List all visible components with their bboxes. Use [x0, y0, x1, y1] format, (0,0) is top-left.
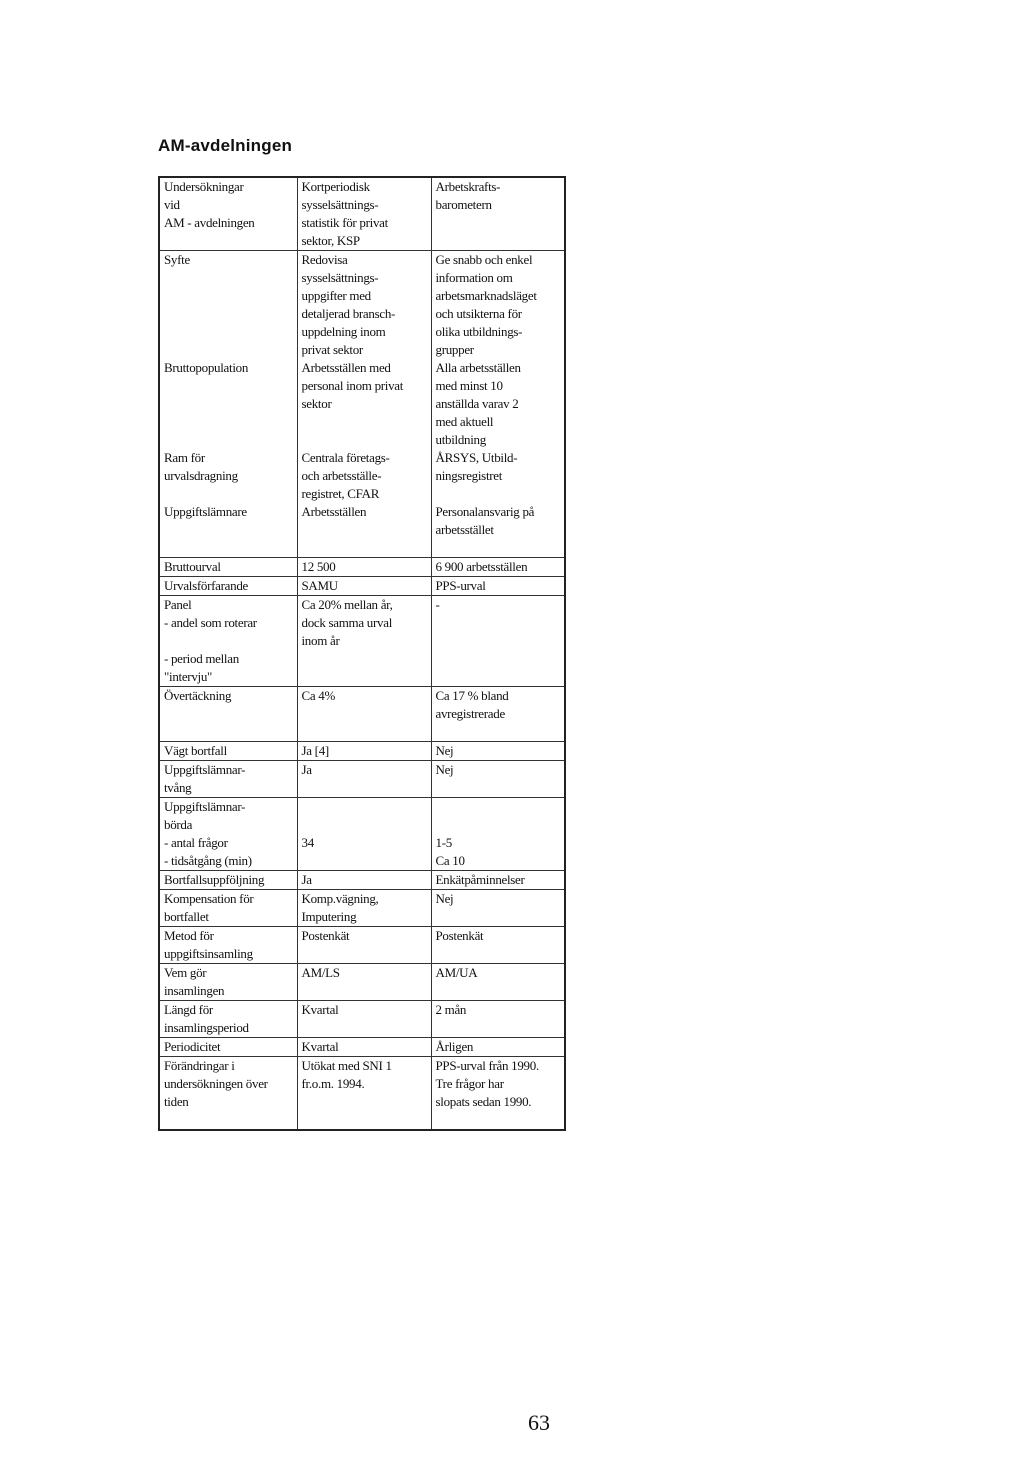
table-row [159, 1038, 565, 1057]
table-cell: Arbetsställen [297, 503, 431, 539]
table-cell: 34 [297, 798, 431, 871]
table-cell: Alla arbetsställen med minst 10 anställda varav 2 med aktuell utbildning [431, 359, 565, 449]
header-cell: Arbetskrafts- barometern [431, 177, 565, 251]
table-row [159, 1057, 565, 1112]
table-row [159, 890, 565, 927]
table-cell: Centrala företags- och arbetsställe- registret, CFAR [297, 449, 431, 503]
row-label: Periodicitet [159, 1038, 297, 1057]
header-cell: Undersökningar vid AM - avdelningen [159, 177, 297, 251]
table-row [159, 687, 565, 724]
table-row [159, 1001, 565, 1038]
table-row [159, 927, 565, 964]
row-label: Vägt bortfall [159, 742, 297, 761]
table-row [159, 449, 565, 503]
row-label: Förändringar i undersökningen över tiden [159, 1057, 297, 1112]
row-label: Bortfallsuppföljning [159, 871, 297, 890]
table-cell: Ge snabb och enkel information om arbetsmarknadsläget och utsikterna för olika utbildnings- grupper [431, 251, 565, 360]
row-label: Vem gör insamlingen [159, 964, 297, 1001]
table-row [159, 964, 565, 1001]
table-cell: Ja [4] [297, 742, 431, 761]
table-cell: AM/LS [297, 964, 431, 1001]
table-cell: PPS-urval från 1990. Tre frågor har slopats sedan 1990. [431, 1057, 565, 1112]
table-cell: 2 mån [431, 1001, 565, 1038]
row-label: Uppgiftslämnare [159, 503, 297, 539]
table-cell: Ca 17 % bland avregistrerade [431, 687, 565, 724]
table-cell: ÅRSYS, Utbild- ningsregistret [431, 449, 565, 503]
table-cell: 6 900 arbetsställen [431, 558, 565, 577]
table-cell: Redovisa sysselsättnings- uppgifter med detaljerad bransch- uppdelning inom privat sektor [297, 251, 431, 360]
table-cell: Personalansvarig på arbetsstället [431, 503, 565, 539]
row-label: Bruttourval [159, 558, 297, 577]
table-row [159, 798, 565, 871]
table-cell: PPS-urval [431, 577, 565, 596]
table-cell: Arbetsställen med personal inom privat sektor [297, 359, 431, 449]
table-row [159, 871, 565, 890]
row-label: Panel - andel som roterar - period mellan "intervju" [159, 596, 297, 687]
header-cell: Kortperiodisk sysselsättnings- statistik för privat sektor, KSP [297, 177, 431, 251]
table-cell: - [431, 596, 565, 687]
table-cell: Kvartal [297, 1038, 431, 1057]
table-row [159, 359, 565, 449]
row-label: Längd för insamlingsperiod [159, 1001, 297, 1038]
table-row [159, 596, 565, 687]
table-row [159, 742, 565, 761]
table-cell: Ja [297, 871, 431, 890]
table-row [159, 761, 565, 798]
table-cell: Nej [431, 742, 565, 761]
table-cell: SAMU [297, 577, 431, 596]
row-label: Urvalsförfarande [159, 577, 297, 596]
table-cell: Ja [297, 761, 431, 798]
spacer-row [159, 539, 565, 558]
table-cell: Komp.vägning, Imputering [297, 890, 431, 927]
table-cell: Nej [431, 761, 565, 798]
table-cell: Nej [431, 890, 565, 927]
table-cell: Ca 20% mellan år, dock samma urval inom år [297, 596, 431, 687]
row-label: Ram för urvalsdragning [159, 449, 297, 503]
table-row [159, 503, 565, 539]
spacer-row [159, 1111, 565, 1130]
table-cell: Enkätpåminnelser [431, 871, 565, 890]
table-cell: Årligen [431, 1038, 565, 1057]
page-number: 63 [528, 1410, 550, 1435]
page-heading: AM-avdelningen [158, 136, 293, 155]
table-cell: Postenkät [297, 927, 431, 964]
table-row [159, 577, 565, 596]
survey-comparison-table [158, 176, 566, 1131]
spacer-row [159, 723, 565, 742]
table-cell: Kvartal [297, 1001, 431, 1038]
row-label: Uppgiftslämnar- börda - antal frågor - tidsåtgång (min) [159, 798, 297, 871]
table-cell: 1-5 Ca 10 [431, 798, 565, 871]
row-label: Övertäckning [159, 687, 297, 724]
table-cell: Postenkät [431, 927, 565, 964]
row-label: Syfte [159, 251, 297, 360]
table-cell: AM/UA [431, 964, 565, 1001]
table-row [159, 251, 565, 360]
table-row [159, 558, 565, 577]
row-label: Kompensation för bortfallet [159, 890, 297, 927]
table-header-row [159, 177, 565, 251]
table-cell: 12 500 [297, 558, 431, 577]
table-cell: Utökat med SNI 1 fr.o.m. 1994. [297, 1057, 431, 1112]
table-cell: Ca 4% [297, 687, 431, 724]
row-label: Uppgiftslämnar- tvång [159, 761, 297, 798]
row-label: Bruttopopulation [159, 359, 297, 449]
row-label: Metod för uppgiftsinsamling [159, 927, 297, 964]
